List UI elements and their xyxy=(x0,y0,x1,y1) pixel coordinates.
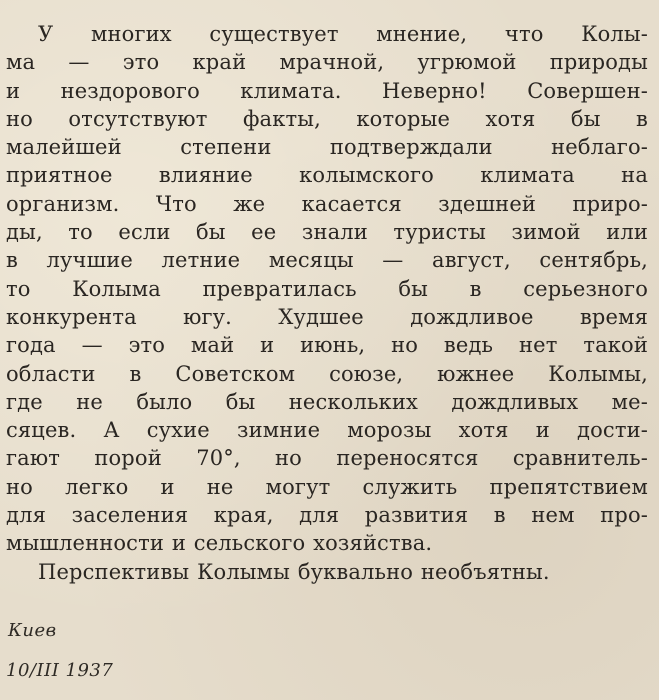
text-line: малейшей степени подтверждали неблаго- xyxy=(6,135,648,160)
paragraph-2 xyxy=(6,558,648,586)
text-line: гают порой 70°, но переносятся сравнитель- xyxy=(6,446,648,471)
text-line: где не было бы нескольких дождливых ме- xyxy=(6,389,648,414)
text-line: года — это май и июнь, но ведь нет такой xyxy=(6,333,648,358)
text-line: приятное влияние колымского климата на xyxy=(6,163,648,188)
paragraph-1 xyxy=(6,20,648,558)
date-signature: 10/III 1937 xyxy=(6,660,114,681)
article-body xyxy=(6,20,648,586)
text-line: области в Советском союзе, южнее Колымы, xyxy=(6,361,648,386)
text-line: ды, то если бы ее знали туристы зимой или xyxy=(6,220,648,245)
place-signature: Киев xyxy=(8,620,57,641)
text-line: в лучшие летние месяцы — август, сентябрь, xyxy=(6,248,648,273)
text-line: Перспективы Колымы буквально необъятны. xyxy=(38,559,550,584)
text-line: и нездорового климата. Неверно! Совершен- xyxy=(6,78,648,103)
text-line: ма — это край мрачной, угрюмой природы xyxy=(6,50,648,75)
text-line: но легко и не могут служить препятствием xyxy=(6,474,648,499)
text-line: для заселения края, для развития в нем про- xyxy=(6,503,648,528)
text-line: то Колыма превратилась бы в серьезного xyxy=(6,276,648,301)
text-line: конкурента югу. Худшее дождливое время xyxy=(6,304,648,329)
text-line: сяцев. А сухие зимние морозы хотя и дости- xyxy=(6,418,648,443)
text-line: У многих существует мнение, что Колы- xyxy=(38,22,648,46)
text-line: мышленности и сельского хозяйства. xyxy=(6,531,433,556)
text-line: организм. Что же касается здешней приро- xyxy=(6,191,648,216)
text-line: но отсутствуют факты, которые хотя бы в xyxy=(6,106,648,131)
